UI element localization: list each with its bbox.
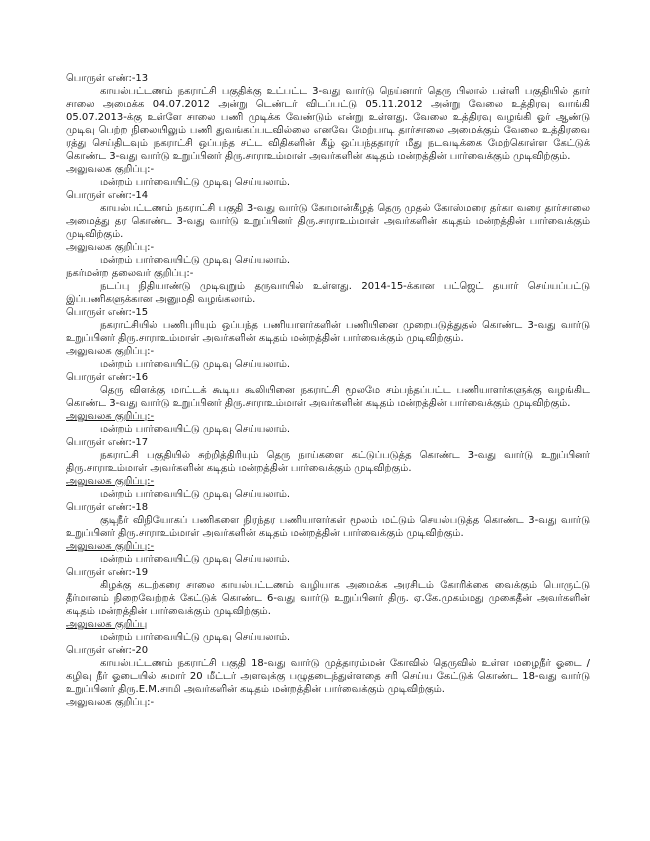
decision-18: மன்றம் பார்வையிட்டு முடிவு செய்யலாம்.	[100, 554, 291, 565]
office-note-label-15: அலுவலக குறிப்பு:-	[66, 346, 155, 357]
office-note-label-19: அலுவலக குறிப்பு	[66, 619, 148, 630]
item-body-20: காயல்பட்டணம் நகராட்சி பகுதி 18-வது வார்டு முத்தாரம்மன் கோவில் தெருவில் உள்ள மழைநீர் ஓடை / கழிவு நீர் ஓடையில் சுமார் 20 மீட்டர் அளவுக்கு பழுதடைந்துள்ளதை சரி செய்ய கேட்டுக் கொண்ட 18-வது வார்டு உறுப்பினர் திரு.E.M.சாமி அவர்களின் கடிதம் மன்றத்தின் பார்வைக்கும் முடிவிற்கும்.	[66, 658, 590, 695]
item-body-18: குடிநீர் விநியோகப் பணிகளை நிரந்தர பணியாளர்கள் மூலம் மட்டும் செயல்படுத்த கொண்ட 3-வது வார்டு உறுப்பினர் திரு.சாராஉம்மாள் அவர்களின் கடிதம் மன்றத்தின் பார்வைக்கும் முடிவிற்கும்.	[66, 515, 590, 539]
item-heading-20: பொருள் எண்:-20	[66, 645, 149, 656]
office-note-label-13: அலுவலக குறிப்பு:-	[66, 164, 155, 175]
chairman-note-body: நடப்பு நிதியாண்டு முடிவுறும் தருவாயில் உள்ளது. 2014-15-க்கான பட்ஜெட் தயார் செய்யப்பட்டு இப்பணிகளுக்கான அனுமதி வழங்கலாம்.	[66, 281, 590, 305]
item-heading-19: பொருள் எண்:-19	[66, 567, 149, 578]
decision-17: மன்றம் பார்வையிட்டு முடிவு செய்யலாம்.	[100, 489, 291, 500]
office-note-label-14: அலுவலக குறிப்பு:-	[66, 242, 155, 253]
item-heading-13: பொருள் எண்:-13	[66, 73, 149, 84]
item-body-17: நகராட்சி பகுதியில் சுற்றித்திரியும் தெரு நாய்களை கட்டுப்படுத்த கொண்ட 3-வது வார்டு உறுப்பினர் திரு.சாராஉம்மாள் அவர்களின் கடிதம் மன்றத்தின் பார்வைக்கும் முடிவிற்கும்.	[66, 450, 590, 474]
item-heading-17: பொருள் எண்:-17	[66, 437, 149, 448]
item-body-15: நகராட்சியில் பணிபுரியும் ஒப்பந்த பணியாளர்களின் பணியினை முறைபடுத்துதல் கொண்ட 3-வது வார்டு உறுப்பினர் திரு.சாராஉம்மாள் அவர்களின் கடிதம் மன்றத்தின் பார்வைக்கும் முடிவிற்கும்.	[66, 320, 590, 344]
item-body-16: தெரு விளக்கு மாட்டக் கூடிய கூலியினை நகராட்சி மூலமே சம்பந்தப்பட்ட பணியாளர்களுக்கு வழங்கிட கொண்ட 3-வது வார்டு உறுப்பினர் திரு.சாராஉம்மாள் அவர்களின் கடிதம் மன்றத்தின் பார்வைக்கும் முடிவிற்கும்.	[66, 385, 590, 409]
office-note-label-18: அலுவலக குறிப்பு:-	[66, 541, 155, 552]
item-body-13: காயல்பட்டணம் நகராட்சி பகுதிக்கு உட்பட்ட 3-வது வார்டு நெய்னார் தெரு பிலால் பள்ளி பகுதியில் தார் சாலை அமைக்க 04.07.2012 அன்று டெண்டர் விடப்பட்டு 05.11.2012 அன்று வேலை உத்திரவு வாங்கி 05.07.2013-க்கு உள்ளே சாலை பணி முடிக்க வேண்டும் என்று உள்ளது. வேலை உத்திரவு வழங்கி ஓர் ஆண்டு முடிவு பெற்ற நிலையிலும் பணி துவங்கப்படவில்லை எனவே மேற்பாடி தார்சாலை அமைக்கும் வேலை உத்திரவை ரத்து செய்திடவும் நகராட்சி ஒப்பந்த சட்ட விதிகளின் கீழ் ஒப்பந்ததாரர் மீது நடவடிக்கை மேற்கொள்ள கேட்டுக் கொண்ட 3-வது வார்டு உறுப்பினர் திரு.சாராஉம்மாள் அவர்களின் கடிதம் மன்றத்தின் பார்வைக்கும் முடிவிற்கும்.	[66, 86, 590, 162]
decision-15: மன்றம் பார்வையிட்டு முடிவு செய்யலாம்.	[100, 359, 291, 370]
decision-19: மன்றம் பார்வையிட்டு முடிவு செய்யலாம்.	[100, 632, 291, 643]
item-body-19: கிழக்கு கடற்கரை சாலை காயல்பட்டணம் வழியாக அமைக்க அரசிடம் கோரிக்கை வைக்கும் பொருட்டு தீர்மானம் நிறைவேற்றக் கேட்டுக் கொண்ட 6-வது வார்டு உறுப்பினர் திரு. ஏ.கே.முகம்மது முகைதீன் அவர்களின் கடிதம் மன்றத்தின் பார்வைக்கும் முடிவிற்கும்.	[66, 580, 590, 617]
chairman-note-label: நகர்மன்ற தலைவர் குறிப்பு:-	[66, 268, 194, 279]
item-heading-18: பொருள் எண்:-18	[66, 502, 149, 513]
office-note-label-20: அலுவலக குறிப்பு:-	[66, 697, 155, 708]
office-note-label-17: அலுவலக குறிப்பு:-	[66, 476, 155, 487]
item-heading-16: பொருள் எண்:-16	[66, 372, 149, 383]
decision-16: மன்றம் பார்வையிட்டு முடிவு செய்யலாம்.	[100, 424, 291, 435]
item-heading-14: பொருள் எண்:-14	[66, 190, 149, 201]
minutes-page	[66, 72, 590, 709]
office-note-label-16: அலுவலக குறிப்பு:-	[66, 411, 155, 422]
decision-13: மன்றம் பார்வையிட்டு முடிவு செய்யலாம்.	[100, 177, 291, 188]
item-heading-15: பொருள் எண்:-15	[66, 307, 149, 318]
decision-14: மன்றம் பார்வையிட்டு முடிவு செய்யலாம்.	[100, 255, 291, 266]
item-body-14: காயல்பட்டணம் நகராட்சி பகுதி 3-வது வார்டு கோமான்கீழத் தெரு முதல் கோஸ்மரை தர்கா வரை தார்சாலை அமைத்து தர கொண்ட 3-வது வார்டு உறுப்பினர் திரு.சாராஉம்மாள் அவர்களின் கடிதம் மன்றத்தின் பார்வைக்கும் முடிவிற்கும்.	[66, 203, 590, 240]
